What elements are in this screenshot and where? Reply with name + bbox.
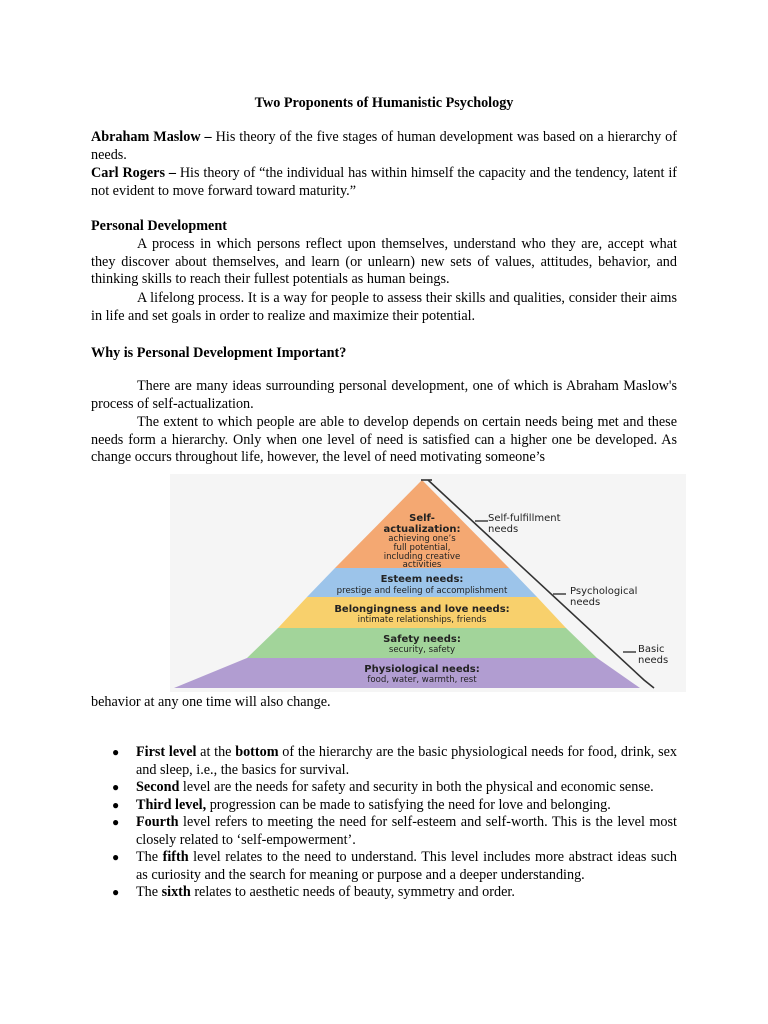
level-1-title-2: actualization: [383,524,461,535]
bullet-6-pre: The [136,884,162,900]
rogers-name: Carl Rogers – [91,165,176,181]
bullet-icon: ● [112,797,120,812]
bullet-6-bold: sixth [161,884,191,900]
bracket-self-fulfillment-label-2: needs [488,524,519,535]
bullet-2-bold: Second [136,779,180,795]
bullet-1-mid: at the [196,744,236,760]
level-5-desc: food, water, warmth, rest [367,675,477,685]
level-3-desc: intimate relationships, friends [357,615,487,625]
bullet-icon: ● [112,745,120,759]
bullet-icon: ● [112,885,120,899]
level-1-desc-3: including creative [383,552,461,562]
maslow-name: Abraham Maslow – [91,129,212,145]
bullet-1-bold-2: bottom [235,744,279,760]
bullet-3-bold: Third level, [136,796,207,813]
maslow-paragraph [91,129,677,164]
level-4-desc: security, safety [388,645,456,655]
rogers-text: His theory of “the individual has within himself the capacity and the tendency, latent if not evident to move forward toward maturity.” [91,165,677,199]
bullet-item-3 [91,797,677,815]
rogers-paragraph [91,165,677,200]
level-1-desc-1: achieving one’s [388,534,456,544]
bracket-basic-label-2: needs [638,655,669,666]
bullet-1-bold: First level [136,744,197,760]
bullet-icon: ● [112,815,120,829]
bullet-item-1 [91,744,677,779]
level-1-desc-4: activities [402,560,442,570]
bullet-4-bold: Fourth [136,814,179,830]
bullet-item-4 [91,814,677,849]
why-paragraph-3: behavior at any one time will also change. [91,694,331,710]
bullet-icon: ● [112,850,120,864]
why-heading: Why is Personal Development Important? [91,345,347,361]
bullet-4-text: level refers to meeting the need for self-esteem and self-worth. This is the level most closely related to ‘self-empowerment’. [136,814,677,848]
why-paragraph-1: There are many ideas surrounding personal development, one of which is Abraham Maslow's process of self-actualization. [91,378,677,412]
level-3-title: Belongingness and love needs: [334,604,510,615]
document-title: Two Proponents of Humanistic Psychology [254,95,514,111]
level-5-title: Physiological needs: [364,664,480,675]
level-1-title: Self- [409,513,435,524]
bracket-basic-label-1: Basic [638,644,665,655]
bullet-5-pre: The [136,849,163,865]
why-paragraph-2: The extent to which people are able to develop depends on certain needs being met and these needs form a hierarchy. Only when one level of need is satisfied can a higher one be developed. As change occurs throughout life, however, the level of need motivating someone’s [91,414,677,465]
bullet-item-2 [91,779,677,797]
maslow-text: His theory of the five stages of human development was based on a hierarchy of needs. [91,129,677,163]
level-4-title: Safety needs: [383,634,461,645]
personal-development-heading: Personal Development [91,218,227,234]
bullet-5-text: level relates to the need to understand. This level includes more abstract ideas such as curiosity and the search for meaning or purpose and a deeper understanding. [136,849,677,883]
bracket-psychological-label-1: Psychological [570,586,638,597]
bullet-3-text: progression can be made to satisfying the need for love and belonging. [206,796,611,813]
bullet-item-6 [91,884,677,902]
level-1-desc-2: full potential, [393,543,451,553]
personal-development-paragraph-2: A lifelong process. It is a way for people to assess their skills and qualities, consider their aims in life and set goals in order to realize and maximize their potential. [91,290,677,324]
bullet-item-5 [91,849,677,884]
bullet-icon: ● [112,780,120,794]
bullet-5-bold: fifth [162,849,189,865]
bullet-6-text: relates to aesthetic needs of beauty, symmetry and order. [190,884,515,900]
bracket-psychological-label-2: needs [570,597,601,608]
bullet-2-text: level are the needs for safety and security in both the physical and economic sense. [179,779,654,795]
levels-bullet-list [91,744,677,902]
personal-development-paragraph-1: A process in which persons reflect upon themselves, understand who they are, accept what they discover about themselves, and learn (or unlearn) new sets of values, attitudes, behavior, and thinking skills to reach their fullest potentials as human beings. [91,236,677,287]
bullet-1-text: of the hierarchy are the basic physiological needs for food, drink, sex and sleep, i.e., the basics for survival. [136,744,677,778]
bracket-self-fulfillment-label-1: Self-fulfillment [488,513,561,524]
maslow-pyramid-figure [170,474,686,692]
level-2-title: Esteem needs: [380,574,464,585]
level-2-desc: prestige and feeling of accomplishment [336,586,508,596]
